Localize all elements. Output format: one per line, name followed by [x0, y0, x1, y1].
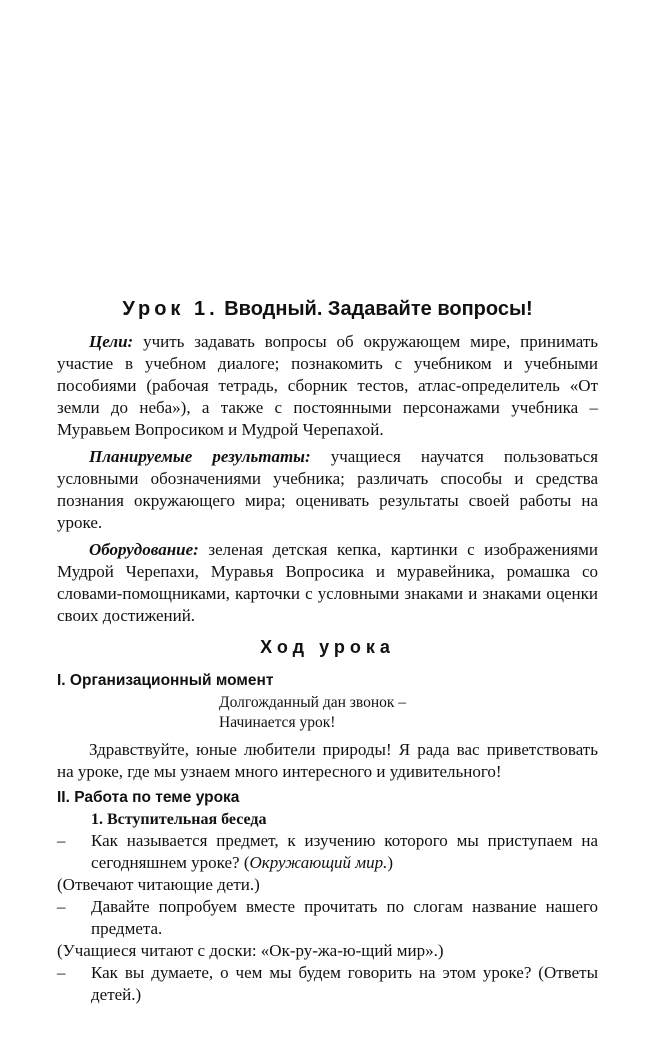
results-text: учащиеся научатся пользоваться условными обозначениями учебника; различать способы и средства познания окружающего мира; оценивать результаты своей работы на уроке. — [57, 447, 599, 532]
note-1: (Отвечают читающие дети.) — [57, 875, 260, 894]
question-1-close: ) — [387, 853, 394, 872]
course-heading: Ход урока — [260, 637, 395, 657]
question-1-answer: Окружающий мир. — [249, 853, 388, 872]
verse — [219, 693, 598, 733]
section-1-title: I. Организационный момент — [57, 672, 274, 689]
question-2-text: Давайте попробуем вместе прочитать по слогам название нашего предмета. — [91, 897, 598, 938]
note-2: (Учащиеся читают с доски: «Ок-ру-жа-ю-щий мир».) — [57, 941, 444, 960]
lesson-title-text: Вводный. Задавайте вопросы! — [224, 298, 533, 320]
equipment-text: зеленая детская кепка, картинки с изображениями Мудрой Черепахи, Муравья Вопросика и муравейника, ромашка со словами-помощниками, карточки с условными знаками и знаками оценки своих достижений. — [57, 540, 599, 625]
question-3 — [57, 962, 598, 1006]
equipment-label: Оборудование: — [89, 540, 199, 559]
textbook-page — [57, 296, 598, 1006]
question-3-text: Как вы думаете, о чем мы будем говорить на этом уроке? (Ответы детей.) — [91, 963, 598, 1004]
equipment-paragraph — [57, 539, 598, 627]
dash-mark: – — [57, 963, 66, 982]
question-2 — [57, 896, 598, 940]
lesson-title — [57, 296, 598, 322]
dash-mark: – — [57, 897, 66, 916]
question-1 — [57, 830, 598, 874]
section-2-title: II. Работа по теме урока — [57, 789, 240, 806]
results-label: Планируемые результаты: — [89, 447, 311, 466]
goals-paragraph — [57, 331, 598, 441]
greeting-paragraph: Здравствуйте, юные любители природы! Я рада вас приветствовать на уроке, где мы узнаем много интересного и удивительного! — [57, 740, 598, 781]
lesson-number: Урок 1. — [122, 298, 219, 320]
subsection-title: 1. Вступительная беседа — [91, 811, 267, 828]
results-paragraph — [57, 446, 598, 534]
goals-label: Цели: — [89, 332, 134, 351]
verse-line-2: Начинается урок! — [219, 714, 336, 731]
verse-line-1: Долгожданный дан звонок – — [219, 694, 407, 711]
dash-mark: – — [57, 831, 66, 850]
question-1-text: Как называется предмет, к изучению которого мы приступаем на сегодняшнем уроке? ( — [91, 831, 598, 872]
goals-text: учить задавать вопросы об окружающем мире, принимать участие в учебном диалоге; познакомить с учебником и учебными пособиями (рабочая тетрадь, сборник тестов, атлас-определитель «От земли до неба»), а также с постоянными персонажами учебника – Муравьем Вопросиком и Мудрой Черепахой. — [57, 332, 598, 439]
